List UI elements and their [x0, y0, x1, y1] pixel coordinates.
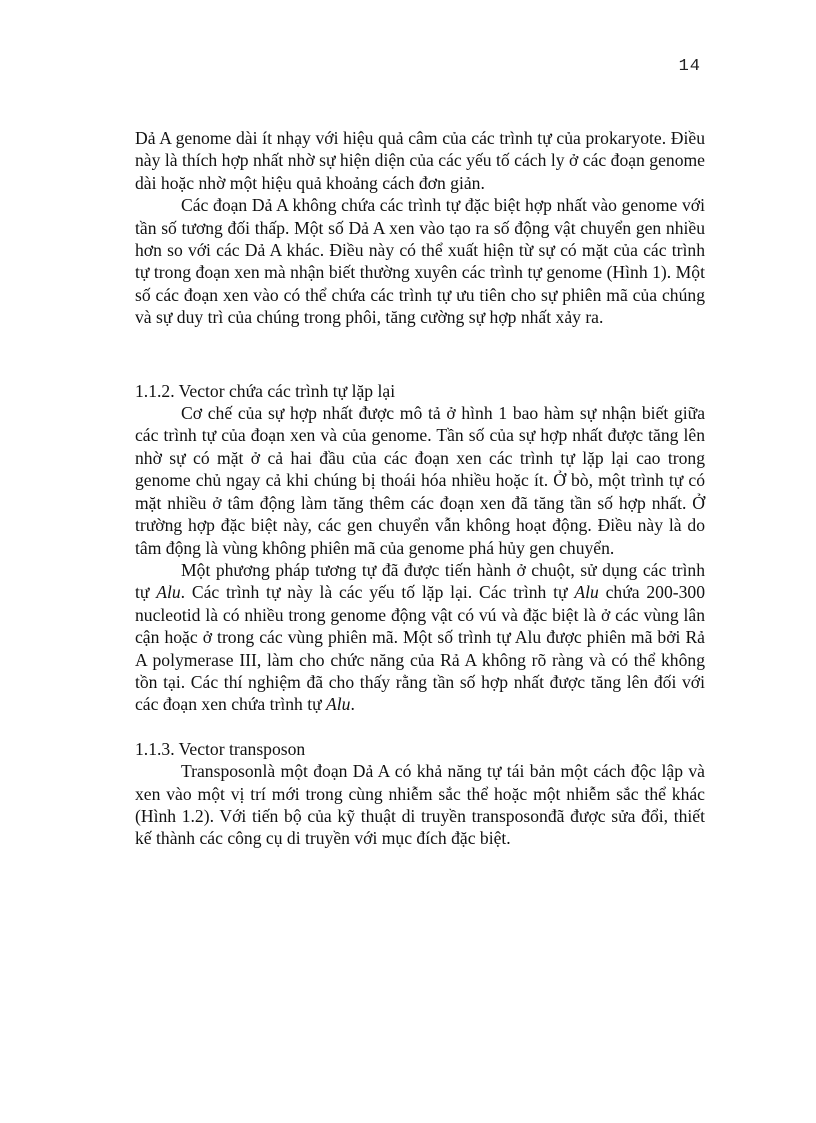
paragraph-intro: Dả A genome dài ít nhạy với hiệu quả câm của các trình tự của prokaryote. Điều này là thích hợp nhất nhờ sự hiện diện của các yếu tố cách ly ở các đoạn genome dài hoặc nhờ một hiệu quả khoảng cách đơn giản. [135, 128, 705, 193]
paragraph-alu-method [135, 559, 705, 716]
section-heading-repeat-vector: 1.1.2. Vector chứa các trình tự lặp lại [135, 380, 396, 401]
section-spacer [135, 716, 705, 738]
page-number: 14 [678, 57, 701, 76]
paragraph-transposon: Transposonlà một đoạn Dả A có khả năng tự tái bản một cách độc lập và xen vào một vị trí mới trong cùng nhiễm sắc thể hoặc một nhiễm sắc thể khác (Hình 1.2). Với tiến bộ của kỹ thuật di truyền transposonđã được sửa đổi, thiết kế thành các công cụ di truyền với mục đích đặc biệt. [135, 761, 705, 849]
alu-text-3: chứa 200-300 nucleotid là có nhiều trong genome động vật có vú và đặc biệt là ở các vùng lân cận hoặc ở trong các vùng phiên mã. Một số trình tự Alu được phiên mã bởi Rả A polymerase III, làm cho chức năng của Rả A không rõ ràng và có thể không tồn tại. Các thí nghiệm đã cho thấy rằng tần số hợp nhất được tăng lên đối với các đoạn xen chứa trình tự [135, 582, 706, 715]
page-body [135, 127, 705, 850]
paragraph-dna-fragments: Các đoạn Dả A không chứa các trình tự đặc biệt hợp nhất vào genome với tần số tương đối thấp. Một số Dả A xen vào tạo ra số động vật chuyển gen nhiều hơn so với các Dả A khác. Điều này có thể xuất hiện từ sự có mặt của các trình tự trong đoạn xen mà nhận biết thường xuyên các trình tự genome (Hình 1). Một số các đoạn xen vào có thể chứa các trình tự ưu tiên cho sự phiên mã của chúng và sự duy trì của chúng trong phôi, tăng cường sự hợp nhất xảy ra. [135, 195, 705, 328]
section-heading-transposon: 1.1.3. Vector transposon [135, 738, 306, 759]
alu-text-2: . Các trình tự này là các yếu tố lặp lại. Các trình tự [180, 582, 575, 603]
section-spacer [135, 329, 705, 380]
alu-text-4: . [350, 694, 355, 715]
alu-term: Alu [574, 582, 599, 603]
alu-text-1: Một phương pháp tương tự đã được tiến hành ở chuột, sử dụng các trình tự [135, 559, 705, 603]
alu-term: Alu [326, 694, 351, 715]
paragraph-repeat-mechanism: Cơ chế của sự hợp nhất được mô tả ở hình 1 bao hàm sự nhận biết giữa các trình tự của đoạn xen và của genome. Tần số của sự hợp nhất được tăng lên nhờ sự có mặt ở cả hai đầu của các đoạn xen các trình tự lặp lại cao trong genome chủ ngay cả khi chúng bị thoái hóa nhiều hoặc ít. Ở bò, một trình tự có mặt nhiều ở tâm động làm tăng thêm các đoạn xen đã tăng tần số hợp nhất. Ở trường hợp đặc biệt này, các gen chuyển vẫn không hoạt động. Điều này là do tâm động là vùng không phiên mã của genome phá hủy gen chuyển. [135, 403, 705, 558]
alu-term: Alu [156, 582, 181, 603]
